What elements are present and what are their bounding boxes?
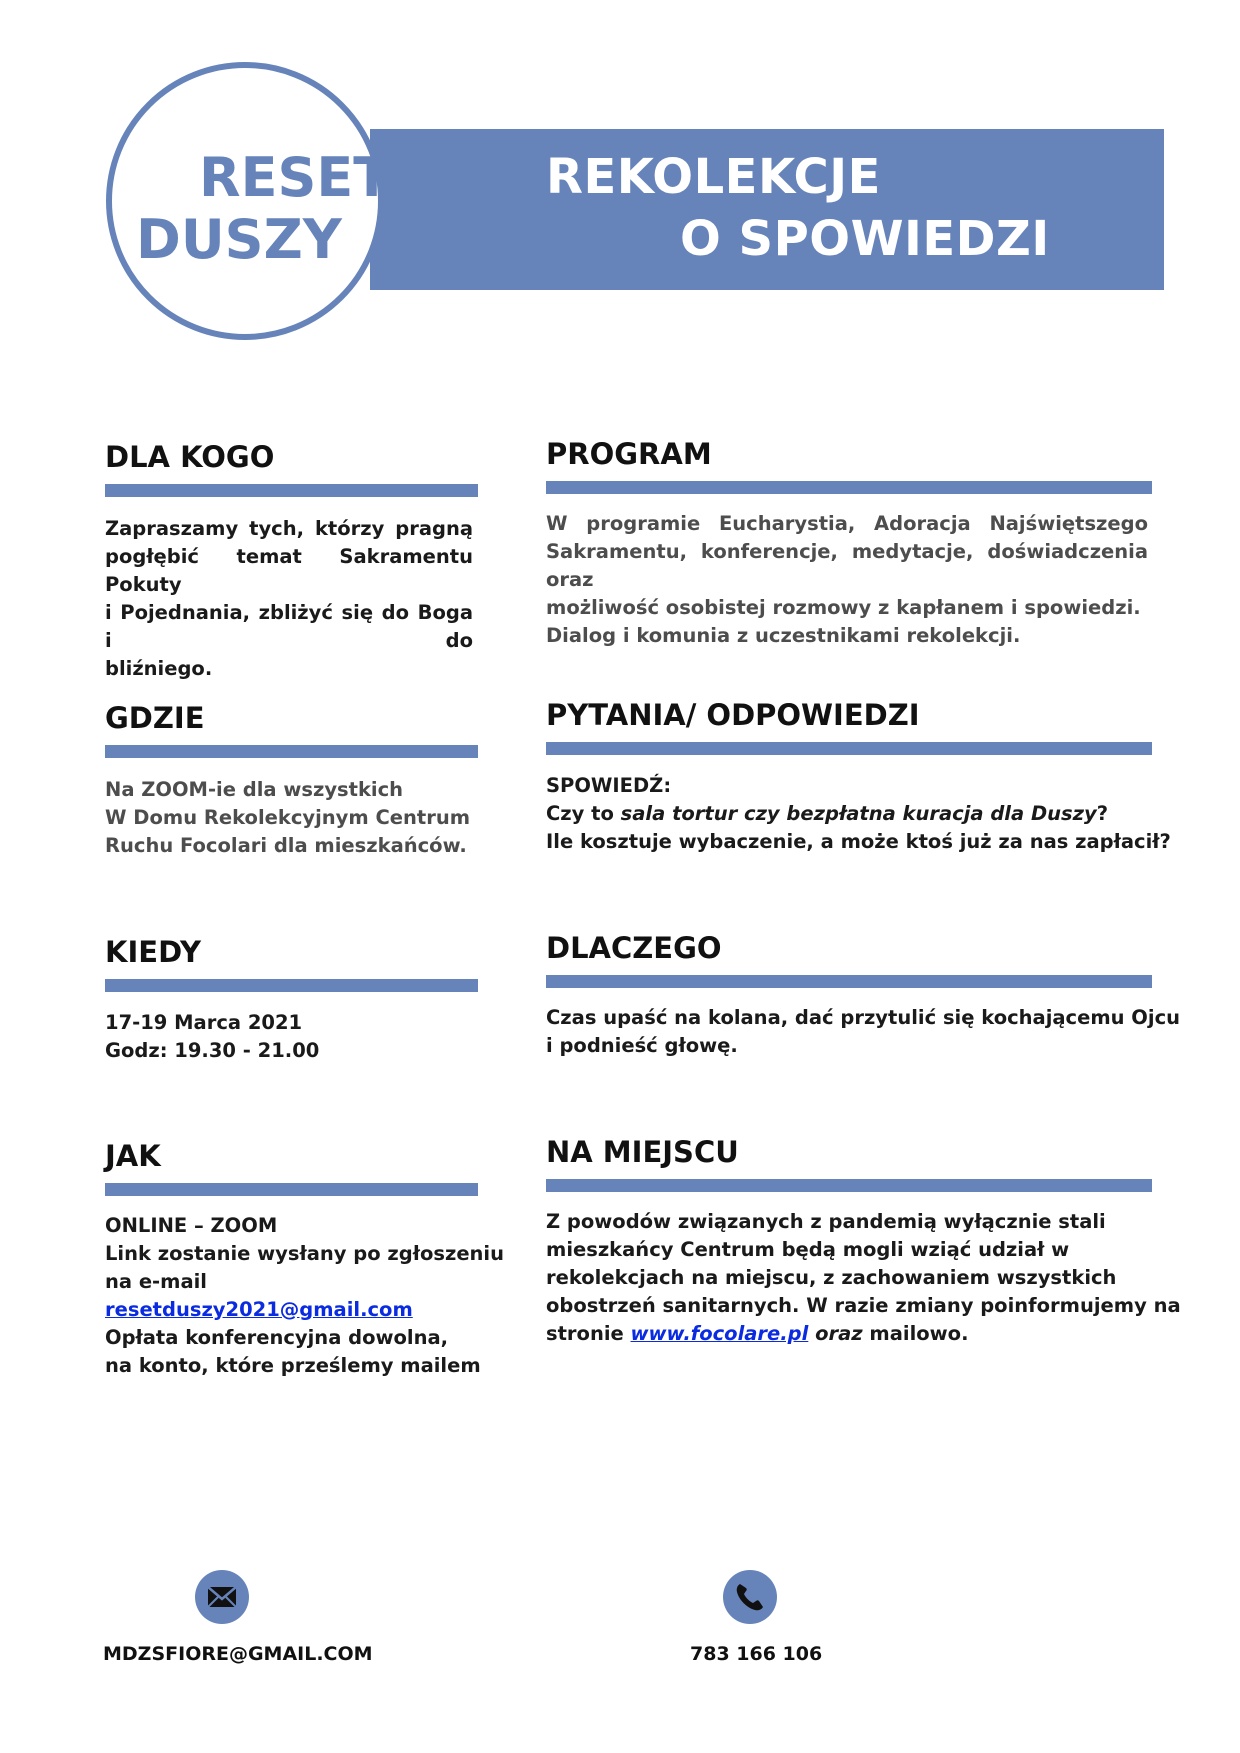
- divider-pytania: [546, 742, 1152, 755]
- kiedy-date: 17-19 Marca 2021: [105, 1011, 303, 1034]
- title-banner: [370, 129, 1164, 290]
- dla-kogo-line: bliźniego.: [105, 657, 213, 680]
- divider-gdzie: [105, 745, 478, 758]
- last-end: mailowo.: [862, 1322, 969, 1345]
- title-line-2: O SPOWIEDZI: [680, 211, 1050, 267]
- heading-jak: JAK: [105, 1139, 161, 1173]
- divider-dlaczego: [546, 975, 1152, 988]
- dlaczego-line: i podnieść głowę.: [546, 1034, 738, 1057]
- jak-link-line: Link zostanie wysłany po zgłoszeniu: [105, 1242, 504, 1265]
- last-italic: oraz: [808, 1322, 863, 1345]
- dla-kogo-line: pogłębić temat Sakramentu Pokuty: [105, 545, 473, 596]
- website-link[interactable]: www.focolare.pl: [630, 1322, 809, 1345]
- logo-line-2: DUSZY: [136, 208, 342, 271]
- na-miejscu-line: rekolekcjach na miejscu, z zachowaniem wszystkich: [546, 1266, 1117, 1289]
- na-miejscu-line: mieszkańcy Centrum będą mogli wziąć udział w: [546, 1238, 1070, 1261]
- divider-dla-kogo: [105, 484, 478, 497]
- pytania-question-2: Ile kosztuje wybaczenie, a może ktoś już za nas zapłacił?: [546, 830, 1171, 853]
- jak-fee-line: na konto, które prześlemy mailem: [105, 1354, 481, 1377]
- program-line: W programie Eucharystia, Adoracja Najświętszego: [546, 512, 1148, 535]
- heading-kiedy: KIEDY: [105, 935, 202, 969]
- divider-program: [546, 481, 1152, 494]
- text-dlaczego: [546, 1004, 1181, 1060]
- title-line-1: REKOLEKCJE: [546, 149, 881, 205]
- jak-fee-line: Opłata konferencyjna dowolna,: [105, 1326, 449, 1349]
- kiedy-time: Godz: 19.30 - 21.00: [105, 1039, 320, 1062]
- envelope-icon[interactable]: [195, 1570, 249, 1624]
- text-program: [546, 510, 1148, 650]
- na-miejscu-line: obostrzeń sanitarnych. W razie zmiany poinformujemy na: [546, 1294, 1181, 1317]
- text-pytania: [546, 772, 1171, 856]
- registration-email-link[interactable]: resetduszy2021@gmail.com: [105, 1298, 413, 1321]
- gdzie-line: Ruchu Focolari dla mieszkańców.: [105, 834, 467, 857]
- phone-icon[interactable]: [723, 1570, 777, 1624]
- text-dla-kogo: [105, 515, 473, 683]
- pytania-question-1: [546, 800, 1152, 828]
- q1-end: ?: [1096, 802, 1108, 825]
- text-jak: [105, 1212, 505, 1380]
- heading-na-miejscu: NA MIEJSCU: [546, 1135, 739, 1169]
- jak-mode: ONLINE – ZOOM: [105, 1214, 278, 1237]
- footer-email[interactable]: MDZSFIORE@GMAIL.COM: [103, 1643, 373, 1665]
- q1-italic: sala tortur czy bezpłatna kuracja dla Duszy: [620, 802, 1097, 825]
- dla-kogo-line: i Pojednania, zbliżyć się do Boga i do: [105, 601, 473, 652]
- program-line: Sakramentu, konferencje, medytacje, doświadczenia oraz: [546, 540, 1148, 591]
- logo-circle: [106, 62, 391, 340]
- dla-kogo-line: Zapraszamy tych, którzy pragną: [105, 517, 473, 540]
- gdzie-line: W Domu Rekolekcyjnym Centrum: [105, 806, 471, 829]
- divider-kiedy: [105, 979, 478, 992]
- heading-dlaczego: DLACZEGO: [546, 931, 722, 965]
- q1-start: Czy to: [546, 802, 621, 825]
- divider-na-miejscu: [546, 1179, 1152, 1192]
- gdzie-line: Na ZOOM-ie dla wszystkich: [105, 778, 404, 801]
- text-kiedy: [105, 1009, 485, 1065]
- dlaczego-line: Czas upaść na kolana, dać przytulić się kochającemu Ojcu: [546, 1006, 1181, 1029]
- last-start: stronie: [546, 1322, 631, 1345]
- heading-dla-kogo: DLA KOGO: [105, 440, 275, 474]
- heading-program: PROGRAM: [546, 437, 712, 471]
- logo-line-1: RESET: [199, 146, 391, 209]
- divider-jak: [105, 1183, 478, 1196]
- program-line: możliwość osobistej rozmowy z kapłanem i spowiedzi.: [546, 596, 1141, 619]
- jak-link-line: na e-mail: [105, 1270, 207, 1293]
- heading-gdzie: GDZIE: [105, 701, 205, 735]
- program-line: Dialog i komunia z uczestnikami rekolekcji.: [546, 624, 1021, 647]
- footer-phone[interactable]: 783 166 106: [690, 1643, 823, 1665]
- na-miejscu-last-line: [546, 1320, 1152, 1348]
- na-miejscu-line: Z powodów związanych z pandemią wyłącznie stali: [546, 1210, 1106, 1233]
- heading-pytania: PYTANIA/ ODPOWIEDZI: [546, 698, 920, 732]
- text-na-miejscu: [546, 1208, 1181, 1348]
- pytania-label: SPOWIEDŹ:: [546, 774, 672, 797]
- text-gdzie: [105, 776, 485, 860]
